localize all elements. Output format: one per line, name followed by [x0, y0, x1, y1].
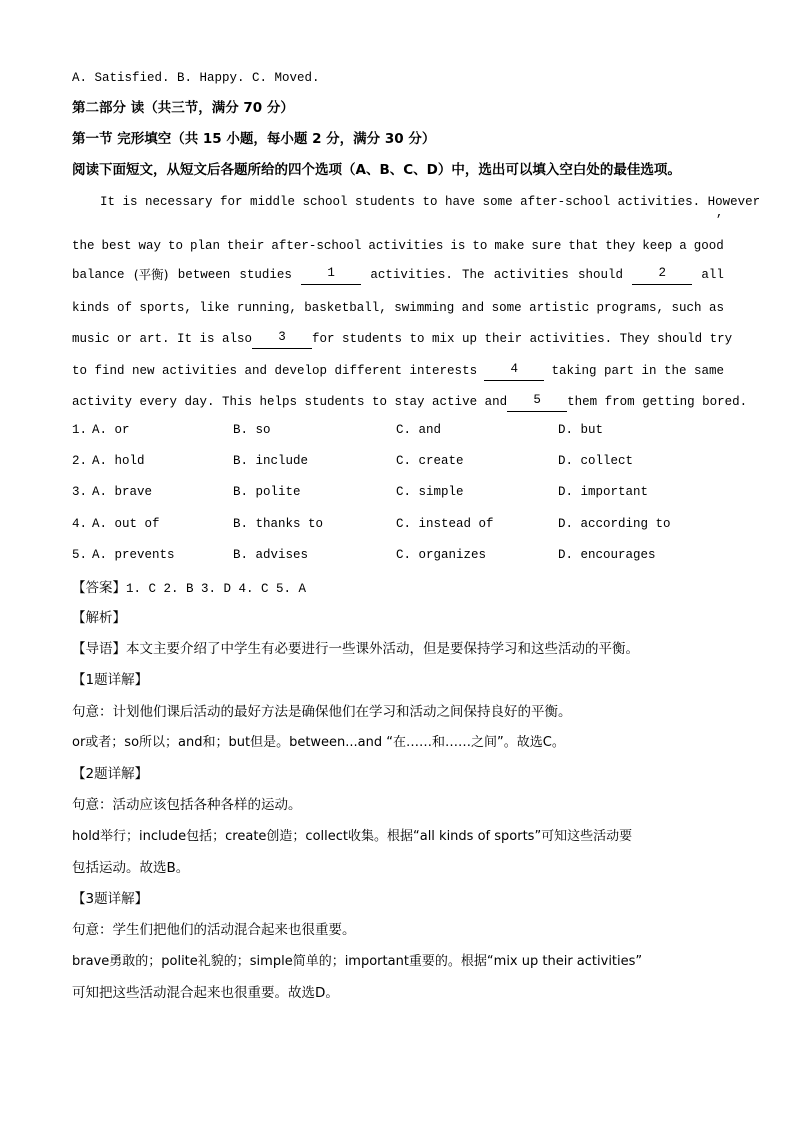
question-number: 2.	[72, 454, 88, 468]
option-c: C. create	[396, 454, 464, 468]
text: taking part in the same	[551, 364, 724, 378]
passage-line-6	[72, 361, 724, 381]
instruction: 阅读下面短文，从短文后各题所给的四个选项（A、B、C、D）中，选出可以填入空白处的最佳选项。	[72, 162, 681, 178]
question-number: 3.	[72, 485, 88, 499]
passage-line-7	[72, 392, 748, 412]
option-d: D. according to	[558, 517, 671, 531]
part-title: 第二部分 读（共三节，满分 70 分）	[72, 100, 294, 116]
option-c: C. simple	[396, 485, 464, 499]
blank-4: 4	[484, 361, 544, 381]
question-number: 1.	[72, 423, 88, 437]
word: is	[450, 239, 466, 253]
word: to	[167, 239, 183, 253]
option-a: A. out of	[92, 517, 160, 531]
word: they	[605, 239, 636, 253]
detail-3-explanation: brave勇敢的；polite礼貌的；simple简单的；important重要的。根据“mix up their activities”	[72, 954, 643, 969]
option-b: B. advises	[233, 548, 309, 562]
word: of	[116, 301, 132, 315]
word: balance	[72, 268, 125, 282]
word: programs,	[596, 301, 665, 315]
detail-3-label: 【3题详解】	[72, 891, 149, 907]
blank-5: 5	[507, 392, 567, 412]
detail-1-label: 【1题详解】	[72, 672, 149, 688]
detail-1-explanation: or或者；so所以；and和；but但是。between...and “在……和……之间”。故选C。	[72, 735, 565, 750]
option-a: A. hold	[92, 454, 145, 468]
word: best	[101, 239, 132, 253]
option-c: C. organizes	[396, 548, 487, 562]
word: activities	[368, 239, 444, 253]
word: studies	[239, 268, 292, 282]
word: good	[693, 239, 724, 253]
word: such	[671, 301, 702, 315]
text: to find new activities and develop different interests	[72, 364, 478, 378]
text: for students to mix up their activities. They should try	[312, 332, 733, 346]
answer-text: 1. C 2. B 3. D 4. C 5. A	[126, 582, 307, 596]
word: running,	[236, 301, 297, 315]
option-c: C. and	[396, 423, 442, 437]
option-b: B. so	[233, 423, 271, 437]
option-b: B. include	[233, 454, 309, 468]
blank-2: 2	[632, 265, 692, 285]
section-title: 第一节 完形填空（共 15 小题，每小题 2 分，满分 30 分）	[72, 131, 436, 147]
option-a: A. brave	[92, 485, 153, 499]
text: music or art. It is also	[72, 332, 253, 346]
word: (平衡)	[133, 267, 169, 282]
word: all	[701, 268, 724, 282]
word: a	[679, 239, 687, 253]
word: that	[568, 239, 599, 253]
detail-2-explanation-cont: 包括运动。故选B。	[72, 860, 190, 876]
detail-1-meaning: 句意：计划他们课后活动的最好方法是确保他们在学习和活动之间保持良好的平衡。	[72, 704, 572, 720]
passage-line-4	[72, 298, 724, 318]
word: plan	[189, 239, 220, 253]
word: The	[462, 268, 485, 282]
word: sure	[531, 239, 562, 253]
word: and	[461, 301, 485, 315]
word: keep	[642, 239, 673, 253]
detail-3-explanation-cont: 可知把这些活动混合起来也很重要。故选D。	[72, 985, 339, 1001]
analysis-label: 【解析】	[72, 610, 126, 626]
option-d: D. but	[558, 423, 604, 437]
word: some	[491, 301, 522, 315]
text: them from getting bored.	[567, 395, 748, 409]
detail-2-meaning: 句意：活动应该包括各种各样的运动。	[72, 797, 302, 813]
option-a: A. or	[92, 423, 130, 437]
word: their	[226, 239, 265, 253]
passage-line-2	[72, 236, 724, 256]
passage-line-1: It is necessary for middle school students to have some after-school activities. However	[100, 195, 761, 209]
option-a: A. prevents	[92, 548, 175, 562]
option-b: B. polite	[233, 485, 301, 499]
answer-line	[72, 577, 306, 599]
word: artistic	[529, 301, 590, 315]
option-d: D. important	[558, 485, 649, 499]
word: as	[708, 301, 724, 315]
detail-2-explanation: hold举行；include包括；create创造；collect收集。根据“all kinds of sports”可知这些活动要	[72, 829, 633, 844]
answer-label: 【答案】	[72, 580, 126, 596]
word: to	[472, 239, 488, 253]
text: activity every day. This helps students to stay active and	[72, 395, 508, 409]
word: sports,	[139, 301, 192, 315]
word: after-school	[271, 239, 362, 253]
option-b: B. thanks to	[233, 517, 324, 531]
option-c: C. instead of	[396, 517, 494, 531]
detail-2-label: 【2题详解】	[72, 766, 149, 782]
word: the	[72, 239, 95, 253]
blank-3: 3	[252, 329, 312, 349]
previous-options: A. Satisfied. B. Happy. C. Moved.	[72, 71, 320, 85]
word: swimming	[394, 301, 455, 315]
passage-line-5	[72, 329, 733, 349]
word: kinds	[72, 301, 110, 315]
word: should	[577, 268, 623, 282]
word: between	[177, 268, 231, 282]
word: like	[199, 301, 230, 315]
word: basketball,	[304, 301, 387, 315]
word: way	[138, 239, 161, 253]
blank-1: 1	[301, 265, 361, 285]
option-d: D. encourages	[558, 548, 656, 562]
guide-label: 【导语】	[72, 641, 126, 657]
guide-line	[72, 639, 639, 659]
word: activities	[493, 268, 569, 282]
question-number: 5.	[72, 548, 88, 562]
passage-comma: ,	[716, 206, 724, 220]
passage-line-3	[72, 265, 724, 285]
word: make	[494, 239, 525, 253]
guide-text: 本文主要介绍了中学生有必要进行一些课外活动，但是要保持学习和这些活动的平衡。	[126, 641, 639, 657]
detail-3-meaning: 句意：学生们把他们的活动混合起来也很重要。	[72, 922, 356, 938]
question-number: 4.	[72, 517, 88, 531]
word: activities.	[370, 268, 453, 282]
option-d: D. collect	[558, 454, 634, 468]
